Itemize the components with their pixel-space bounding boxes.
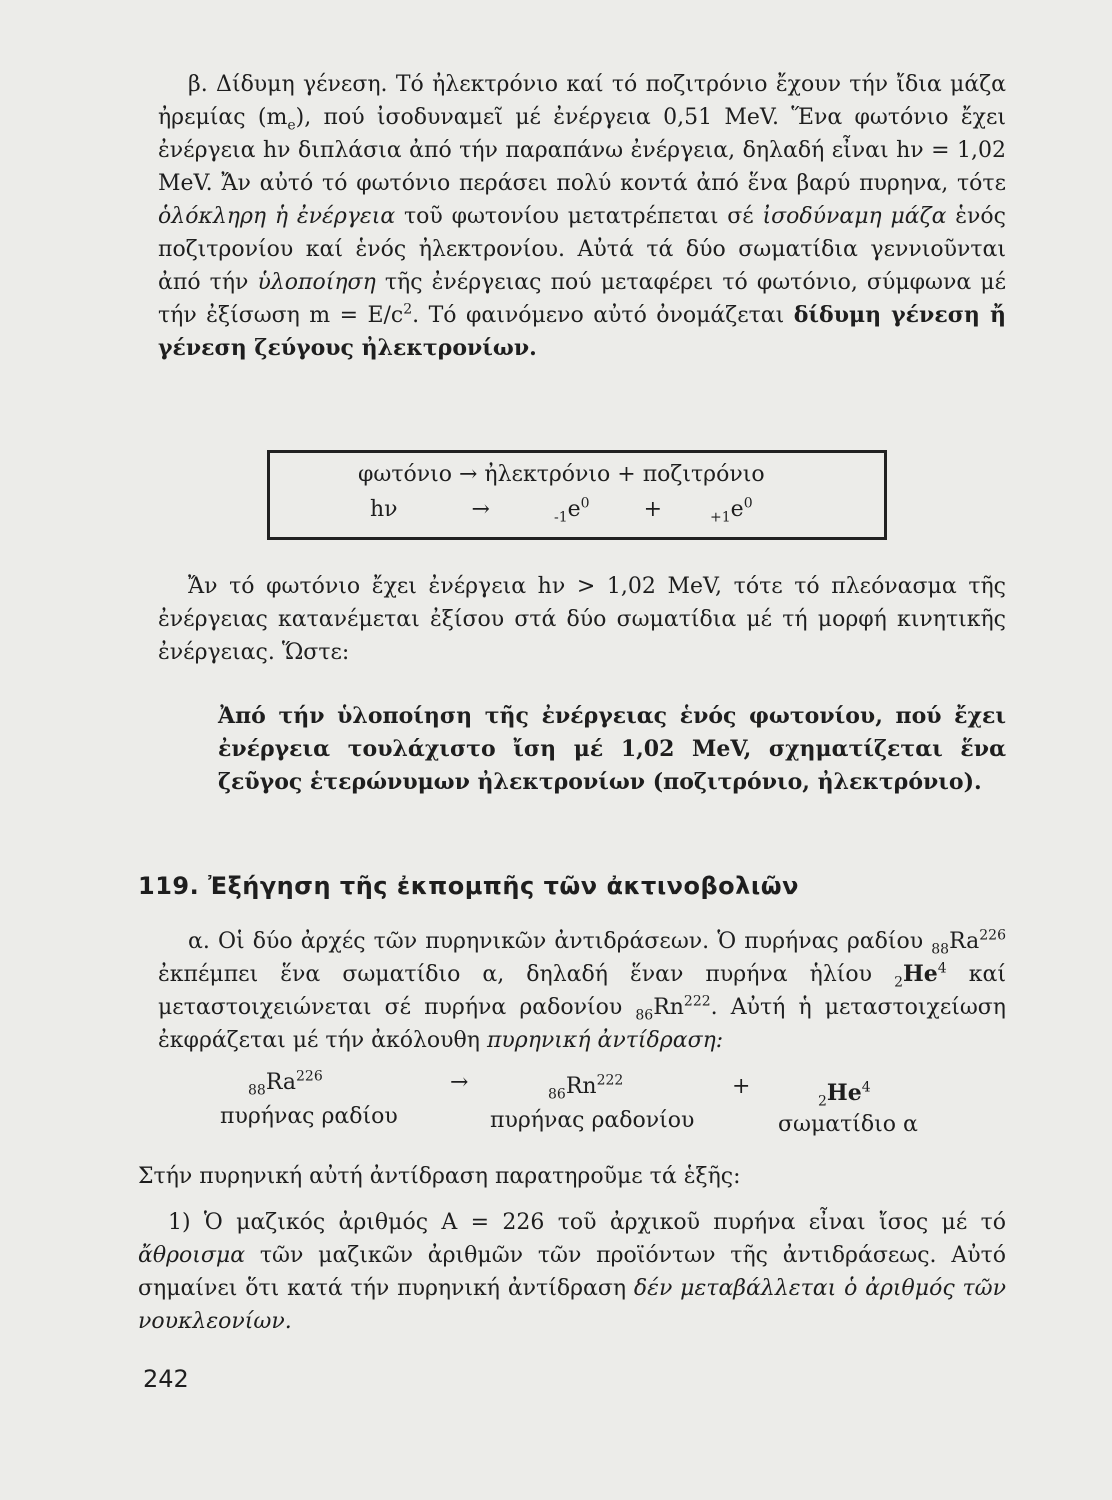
label-radium: πυρήνας ραδίου — [220, 1104, 398, 1129]
paragraph-pair-production: β. Δίδυμη γένεση. Τό ἠλεκτρόνιο καί τό ποζιτρόνιο ἔχουν τήν ἴδια μάζα ἠρεμίας $(m_e)$, πού ἰσοδυναμεῖ μέ ἐνέργεια 0,51 MeV. Ἕνα φωτόνιο ἔχει ἐνέργεια hν διπλάσια ἀπό τήν παραπάνω ἐνέργεια, δηλαδή εἶναι hν = 1,02 MeV. Ἄν αὐτό τό φωτόνιο περάσει πολύ κοντά ἀπό ἕνα βαρύ πυρηνα, τότε ὁλόκληρη ἡ ἐνέργεια τοῦ φωτονίου μετατρέπεται σέ ἰσοδύναμη μάζα ἑνός ποζιτρονίου καί ἑνός ἠλεκτρονίου. Αὐτά τά δύο σωματίδια γεννιοῦνται ἀπό τήν ὑλοποίηση τῆς ἐνέργειας πού μεταφέρει τό φωτόνιο, σύμφωνα μέ τήν ἐξίσωση $m = E/c^2$. Τό φαινόμενο αὐτό ὀνομάζεται δίδυμη γένεση ἤ γένεση ζεύγους ἠλεκτρονίων. — [158, 72, 1006, 361]
pair-production-equation-box — [267, 450, 887, 540]
paragraph-excess-energy: Ἄν τό φωτόνιο ἔχει ἐνέργεια hν > 1,02 MeV, τότε τό πλεόνασμα τῆς ἐνέργειας κατανέμεται ἐξίσου στά δύο σωματίδια μέ τή μορφή κινητικῆς ἐνέργειας. Ὥστε: — [158, 574, 1006, 665]
label-alpha: σωματίδιο α — [778, 1112, 918, 1137]
section-heading: 119. Ἐξήγηση τῆς ἐκπομπῆς τῶν ἀκτινοβολιῶν — [138, 872, 799, 900]
plus-sign: + — [732, 1074, 751, 1099]
equation-word-form: φωτόνιο → ἠλεκτρόνιο + ποζιτρόνιο — [358, 462, 765, 487]
paragraph-mass-number: 1) Ὁ μαζικός ἀριθμός A = 226 τοῦ ἀρχικοῦ πυρήνα εἶναι ἴσος μέ τό ἄθροισμα τῶν μαζικῶν ἀριθμῶν τῶν προϊόντων τῆς ἀντιδράσεως. Αὐτό σημαίνει ὅτι κατά τήν πυρηνική ἀντίδραση δέν μεταβάλλεται ὁ ἀριθμός τῶν νουκλεονίων. — [138, 1210, 1006, 1334]
radon-symbol: $_{86}Rn^{222}$ — [548, 1072, 624, 1103]
paragraph-observations: Στήν πυρηνική αὐτή ἀντίδραση παρατηροῦμε τά ἑξῆς: — [138, 1164, 741, 1189]
label-radon: πυρήνας ραδονίου — [490, 1108, 695, 1133]
radium-symbol: $_{88}Ra^{226}$ — [248, 1068, 323, 1099]
paragraph-nuclear-reactions: α. Οἱ δύο ἀρχές τῶν πυρηνικῶν ἀντιδράσεων. Ὁ πυρήνας ραδίου $_{88}Ra^{226}$ ἐκπέμπει ἕνα σωματίδιο α, δηλαδή ἕναν πυρήνα ἡλίου $_2He^4$ καί μεταστοιχειώνεται σέ πυρήνα ραδονίου $_{86}Rn^{222}$. Αὐτή ἡ μεταστοιχείωση ἐκφράζεται μέ τήν ἀκόλουθη πυρηνική ἀντίδραση: — [158, 927, 1006, 1053]
page-number: 242 — [143, 1365, 189, 1393]
summary-statement: Ἀπό τήν ὑλοποίηση τῆς ἐνέργειας ἑνός φωτονίου, πού ἔχει ἐνέργεια τουλάχιστο ἴση μέ 1,02 MeV, σχηματίζεται ἕνα ζεῦγος ἑτερώνυμων ἠλεκτρονίων (ποζιτρόνιο, ἠλεκτρόνιο). — [218, 703, 1006, 795]
equation-symbol-form: $h\nu \to _{-1}e^0 + _{+1}e^0$ — [370, 495, 753, 526]
reaction-arrow: → — [450, 1070, 469, 1095]
helium-symbol: $_2He^4$ — [818, 1079, 871, 1110]
